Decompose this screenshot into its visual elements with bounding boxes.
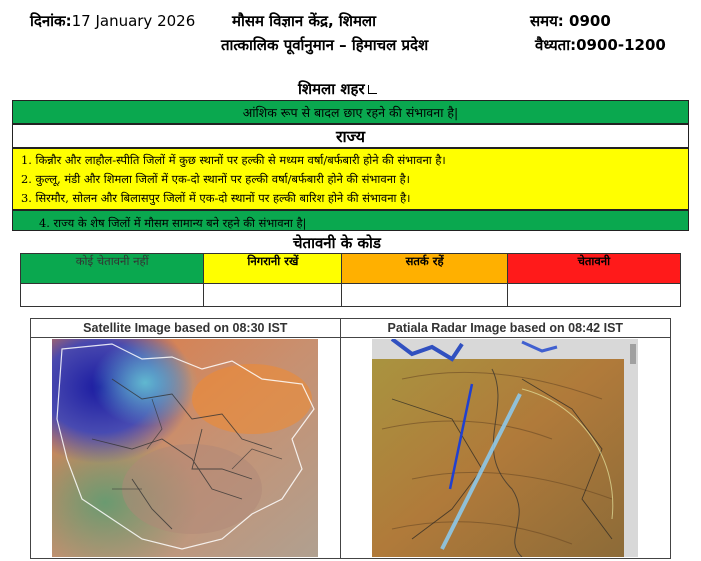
satellite-caption: Satellite Image based on 08:30 IST (83, 321, 288, 335)
date-label: दिनांक: (30, 12, 72, 30)
validity-label: वैध्यता: (535, 36, 577, 54)
warning-codes-heading: चेतावनी के कोड (293, 234, 381, 252)
radar-caption-cell (340, 319, 670, 338)
blank-cell (507, 284, 680, 307)
validity-field (535, 35, 666, 55)
time-label: समय: (530, 12, 564, 30)
warning-blank-row (21, 284, 681, 307)
state-item-4: 4. राज्य के शेष जिलों में मौसम सामान्य बने रहने की संभावना है| (39, 216, 307, 230)
placeholder-box-icon (368, 85, 377, 94)
satellite-caption-cell (31, 319, 341, 338)
state-heading-band (12, 124, 689, 148)
radar-image (372, 339, 638, 557)
time-field (530, 11, 611, 31)
state-item-3: 3. सिरमौर, सोलन और बिलासपुर जिलों में एक-दो स्थानों पर हल्की बारिश होने की संभावना है। (21, 191, 411, 205)
city-heading: शिमला शहर (298, 79, 377, 99)
blank-cell (204, 284, 342, 307)
blank-cell (21, 284, 204, 307)
date-field (30, 11, 195, 31)
code-watch: निगरानी रखें (204, 254, 342, 284)
radar-caption: Patiala Radar Image based on 08:42 IST (387, 321, 624, 335)
warning-codes-table (20, 253, 681, 307)
state-rest-band (12, 210, 689, 231)
code-alert: सतर्क रहें (342, 254, 507, 284)
blank-cell (342, 284, 507, 307)
state-item-2: 2. कुल्लू, मंडी और शिमला जिलों में एक-दो स्थानों पर हल्की वर्षा/बर्फबारी होने की संभावना है। (21, 172, 410, 186)
city-forecast-text: आंशिक रूप से बादल छाए रहने की संभावना है| (242, 104, 459, 120)
satellite-image-cell (31, 338, 341, 559)
bulletin-title: तात्कालिक पूर्वानुमान – हिमाचल प्रदेश (221, 36, 429, 54)
satellite-image (52, 339, 318, 557)
city-forecast-band (12, 100, 689, 124)
code-warning: चेतावनी (507, 254, 680, 284)
office-name: मौसम विज्ञान केंद्र, शिमला (232, 12, 376, 30)
code-no-warning: कोई चेतावनी नहीं (21, 254, 204, 284)
state-item-1: 1. किन्नौर और लाहौल-स्पीति जिलों में कुछ स्थानों पर हल्की से मध्यम वर्षा/बर्फबारी होने की संभावना है। (21, 153, 446, 167)
radar-image-cell (340, 338, 670, 559)
images-table (30, 318, 671, 559)
date-value: 17 January 2026 (71, 12, 196, 30)
time-value: 0900 (569, 12, 611, 30)
validity-value: 0900-1200 (576, 36, 666, 54)
state-heading: राज्य (335, 127, 366, 146)
state-forecast-list (12, 148, 689, 210)
warning-colors-row (21, 254, 681, 284)
